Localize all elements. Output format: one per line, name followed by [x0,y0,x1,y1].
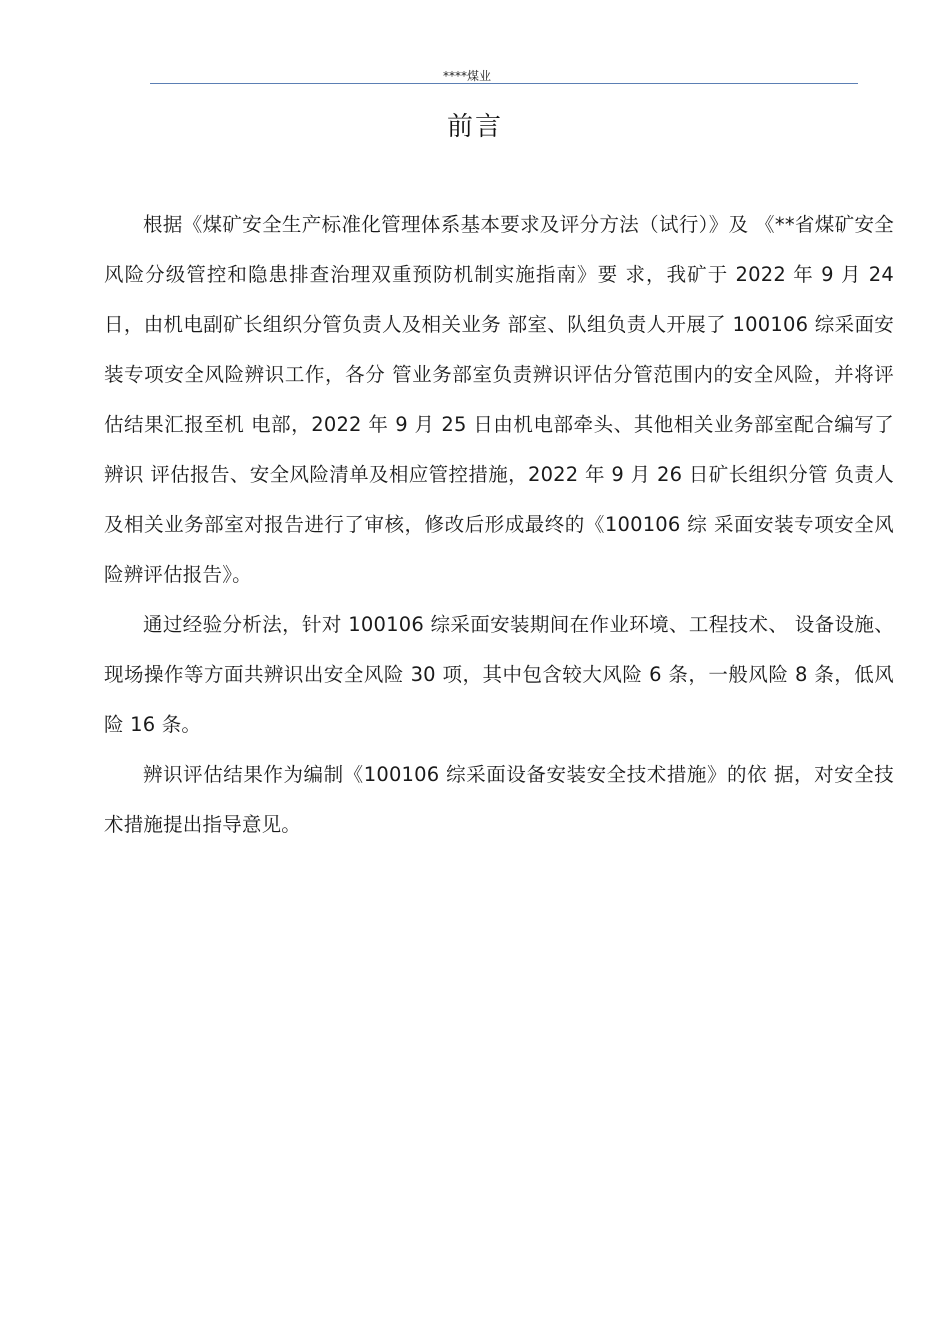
header-rule [150,83,858,84]
header-company-name: ****煤业 [443,69,492,83]
paragraph-intro: 根据《煤矿安全生产标准化管理体系基本要求及评分方法（试行）》及 《**省煤矿安全风险分级管控和隐患排查治理双重预防机制实施指南》要 求，我矿于 2022 年 9 月 24 日，由机电副矿长组织分管负责人及相关业务 部室、队组负责人开展了 100106 综采面安装专项安全风险辨识工作，各分 管业务部室负责辨识评估分管范围内的安全风险，并将评估结果汇报至机 电部，2022 年 9 月 25 日由机电部牵头、其他相关业务部室配合编写了辨识 评估报告、安全风险清单及相应管控措施，2022 年 9 月 26 日矿长组织分管 负责人及相关业务部室对报告进行了审核，修改后形成最终的《100106 综 采面安装专项安全风险辨评估报告》。 [104,213,894,586]
page-title: 前言 [446,112,503,142]
document-body [104,200,894,850]
paragraph-usage: 辨识评估结果作为编制《100106 综采面设备安装安全技术措施》的依 据，对安全技术措施提出指导意见。 [104,763,894,836]
paragraph-risk-summary: 通过经验分析法，针对 100106 综采面安装期间在作业环境、工程技术、 设备设施、现场操作等方面共辨识出安全风险 30 项，其中包含较大风险 6 条，一般风险 8 条，低风险 16 条。 [104,613,894,736]
